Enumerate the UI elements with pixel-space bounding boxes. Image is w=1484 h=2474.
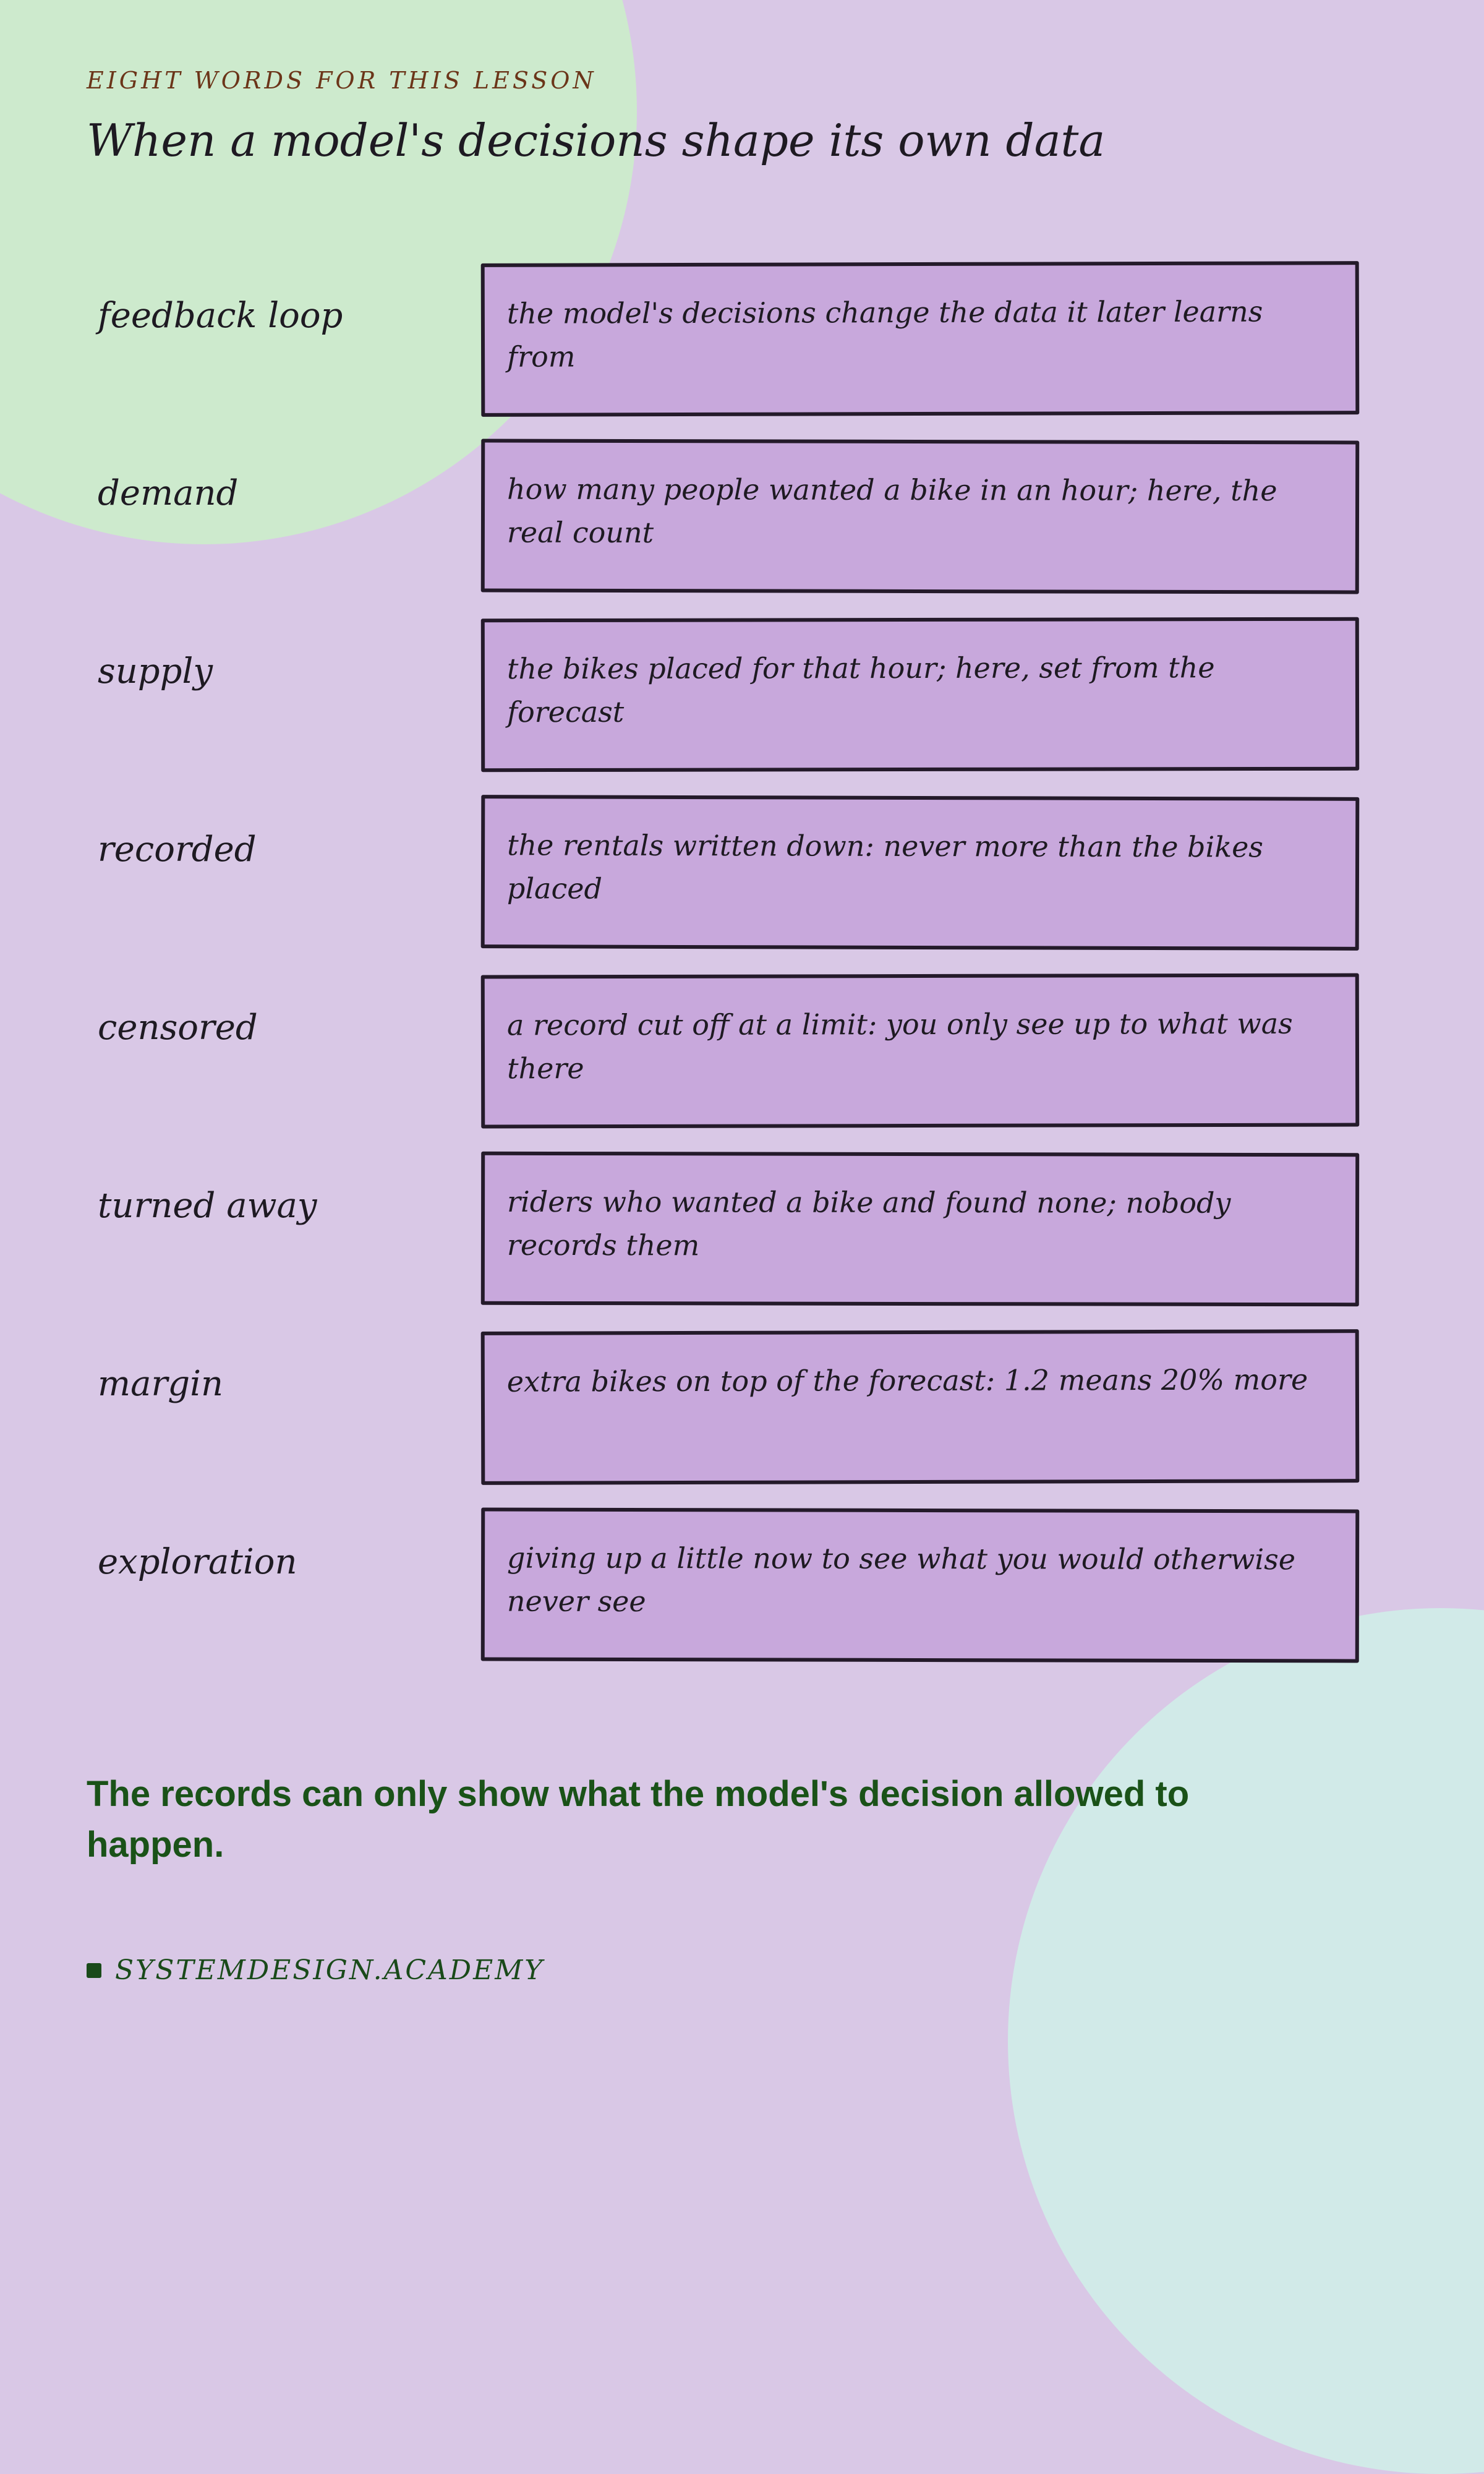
definition-box <box>481 1152 1359 1306</box>
takeaway-statement: The records can only show what the model's decision allowed to happen. <box>87 1774 1190 1865</box>
glossary-term: supply <box>98 651 213 691</box>
definition-box <box>481 1508 1360 1663</box>
definition-box <box>481 795 1360 951</box>
definition-text: the bikes placed for that hour; here, set from the forecast <box>506 651 1215 729</box>
definition-box <box>481 439 1360 594</box>
definition-box <box>481 261 1360 417</box>
glossary-term: feedback loop <box>98 296 343 336</box>
definition-text: giving up a little now to see what you would otherwise never see <box>506 1541 1296 1619</box>
definition-box <box>481 1329 1360 1485</box>
page-title: When a model's decisions shape its own data <box>87 114 1106 166</box>
definition-text: extra bikes on top of the forecast: 1.2 means 20% more <box>506 1363 1308 1398</box>
definition-text: the rentals written down: never more than the bikes placed <box>506 828 1264 905</box>
definition-text: riders who wanted a bike and found none; nobody records them <box>506 1184 1231 1262</box>
glossary-term: censored <box>98 1008 258 1048</box>
lesson-eyebrow: EIGHT WORDS FOR THIS LESSON <box>87 67 597 94</box>
definition-box <box>481 974 1360 1129</box>
glossary-term: turned away <box>98 1186 317 1226</box>
glossary-term: recorded <box>98 829 257 870</box>
brand-label: SYSTEMDESIGN.ACADEMY <box>115 1954 545 1986</box>
glossary-term: demand <box>98 473 239 513</box>
glossary-term: margin <box>98 1364 224 1404</box>
brand-square-icon <box>87 1963 101 1978</box>
definition-box <box>481 617 1359 772</box>
definition-text: how many people wanted a bike in an hour; here, the real count <box>506 472 1277 550</box>
definition-text: a record cut off at a limit: you only see up to what was there <box>506 1006 1293 1085</box>
glossary-term: exploration <box>98 1542 297 1582</box>
definition-text: the model's decisions change the data it later learns from <box>506 294 1263 374</box>
footer-brand <box>87 1954 544 1986</box>
